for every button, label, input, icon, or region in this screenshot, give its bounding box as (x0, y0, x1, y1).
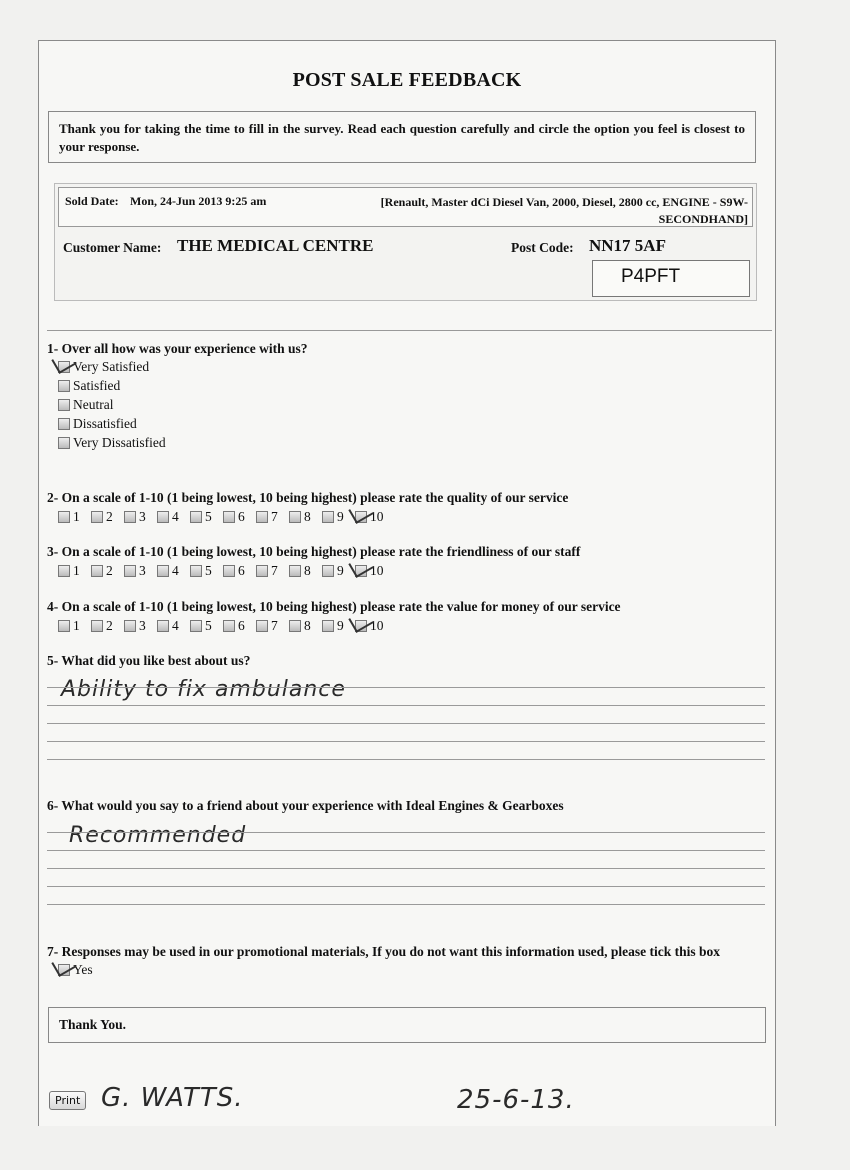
q2-option-label: 7 (271, 509, 278, 524)
q4-scale (58, 618, 388, 634)
question-7: 7- Responses may be used in our promotional materials, If you do not want this information used, please tick this box (47, 944, 721, 959)
answer-line (47, 687, 765, 688)
sold-date-label: Sold Date: (65, 194, 119, 208)
q2-checkbox[interactable] (91, 511, 103, 523)
q3-option-label: 3 (139, 563, 146, 578)
q3-checkbox[interactable] (124, 565, 136, 577)
q4-option-label: 3 (139, 618, 146, 633)
print-button[interactable]: Print (49, 1091, 86, 1110)
q4-option-6[interactable] (223, 618, 256, 634)
q3-checkbox[interactable] (157, 565, 169, 577)
customer-name-value: THE MEDICAL CENTRE (177, 236, 374, 255)
q3-scale (58, 563, 388, 579)
q2-option-label: 1 (73, 509, 80, 524)
q3-option-label: 7 (271, 563, 278, 578)
q2-option-7[interactable] (256, 509, 289, 525)
q4-checkbox[interactable] (157, 620, 169, 632)
answer-line (47, 868, 765, 869)
sale-info-panel (54, 183, 757, 301)
q3-checkbox[interactable] (91, 565, 103, 577)
q4-checkbox[interactable] (190, 620, 202, 632)
customer-name-label: Customer Name: (63, 240, 162, 255)
q3-option-7[interactable] (256, 563, 289, 579)
q2-checkbox[interactable] (289, 511, 301, 523)
question-1: 1- Over all how was your experience with us? (47, 341, 308, 356)
section-divider (47, 330, 772, 331)
q2-option-label: 9 (337, 509, 344, 524)
q4-option-label: 1 (73, 618, 80, 633)
q4-option-label: 4 (172, 618, 179, 633)
q1-option-label: Satisfied (73, 378, 121, 393)
q2-option-label: 10 (370, 509, 384, 524)
q1-option-satisfied[interactable] (58, 378, 120, 394)
q4-checkbox[interactable] (223, 620, 235, 632)
q4-checkbox-selected[interactable] (355, 620, 367, 632)
q3-checkbox[interactable] (223, 565, 235, 577)
page-title: POST SALE FEEDBACK (292, 69, 522, 91)
q1-option-label: Dissatisfied (73, 416, 137, 431)
q1-checkbox-very-satisfied[interactable] (58, 361, 70, 373)
q3-option-5[interactable] (190, 563, 223, 579)
q3-checkbox[interactable] (190, 565, 202, 577)
feedback-form (38, 40, 776, 1126)
q7-option-yes[interactable] (58, 962, 93, 978)
thank-you-box: Thank You. (48, 1007, 766, 1043)
q3-option-4[interactable] (157, 563, 190, 579)
q7-option-label: Yes (73, 962, 93, 977)
q1-option-label: Neutral (73, 397, 114, 412)
answer-line (47, 759, 765, 760)
q3-option-8[interactable] (289, 563, 322, 579)
sold-date-value: Mon, 24-Jun 2013 9:25 am (130, 194, 267, 208)
q2-option-10[interactable] (355, 509, 388, 525)
q2-option-label: 8 (304, 509, 311, 524)
q2-option-3[interactable] (124, 509, 157, 525)
q3-option-label: 8 (304, 563, 311, 578)
vehicle-details-line2: SECONDHAND] (658, 212, 748, 226)
q3-checkbox[interactable] (289, 565, 301, 577)
q4-option-8[interactable] (289, 618, 322, 634)
question-2: 2- On a scale of 1-10 (1 being lowest, 10 being highest) please rate the quality of our service (47, 490, 569, 505)
q4-checkbox[interactable] (289, 620, 301, 632)
q1-checkbox-very-dissatisfied[interactable] (58, 437, 70, 449)
question-4: 4- On a scale of 1-10 (1 being lowest, 10 being highest) please rate the value for money of our service (47, 599, 621, 614)
q2-option-2[interactable] (91, 509, 124, 525)
q3-option-6[interactable] (223, 563, 256, 579)
q4-option-4[interactable] (157, 618, 190, 634)
answer-line (47, 723, 765, 724)
q2-option-label: 6 (238, 509, 245, 524)
q2-option-label: 4 (172, 509, 179, 524)
q2-option-label: 2 (106, 509, 113, 524)
signature: G. WATTS. (101, 1083, 244, 1113)
q4-checkbox[interactable] (124, 620, 136, 632)
q4-option-2[interactable] (91, 618, 124, 634)
q3-option-3[interactable] (124, 563, 157, 579)
q6-handwritten-answer: Recommended (69, 823, 247, 848)
q2-option-8[interactable] (289, 509, 322, 525)
q4-option-1[interactable] (58, 618, 91, 634)
q3-option-1[interactable] (58, 563, 91, 579)
q2-checkbox[interactable] (223, 511, 235, 523)
q4-checkbox[interactable] (91, 620, 103, 632)
post-code-label: Post Code: (511, 240, 574, 255)
intro-text: Thank you for taking the time to fill in the survey. Read each question carefully and circle the option you feel is closest to your response. (48, 111, 756, 163)
q2-checkbox-selected[interactable] (355, 511, 367, 523)
vehicle-details-line1: [Renault, Master dCi Diesel Van, 2000, Diesel, 2800 cc, ENGINE - S9W- (380, 195, 748, 209)
q2-checkbox[interactable] (157, 511, 169, 523)
q2-checkbox[interactable] (124, 511, 136, 523)
answer-line (47, 741, 765, 742)
registration-field[interactable]: P4PFT (592, 260, 750, 297)
q1-checkbox-neutral[interactable] (58, 399, 70, 411)
q4-option-3[interactable] (124, 618, 157, 634)
q2-option-label: 3 (139, 509, 146, 524)
q4-option-10[interactable] (355, 618, 388, 634)
q5-handwritten-answer: Ability to fix ambulance (61, 677, 346, 702)
q1-option-neutral[interactable] (58, 397, 113, 413)
post-code-value: NN17 5AF (589, 236, 666, 255)
q4-option-label: 6 (238, 618, 245, 633)
q3-checkbox[interactable] (256, 565, 268, 577)
q2-checkbox[interactable] (322, 511, 334, 523)
question-3: 3- On a scale of 1-10 (1 being lowest, 10 being highest) please rate the friendliness of our staff (47, 544, 581, 559)
q4-checkbox[interactable] (322, 620, 334, 632)
q1-option-label: Very Satisfied (73, 359, 150, 374)
q3-option-label: 1 (73, 563, 80, 578)
q3-option-2[interactable] (91, 563, 124, 579)
q2-option-5[interactable] (190, 509, 223, 525)
vehicle-details (348, 194, 748, 228)
q3-option-label: 4 (172, 563, 179, 578)
q3-checkbox[interactable] (58, 565, 70, 577)
q1-option-dissatisfied[interactable] (58, 416, 137, 432)
q2-checkbox[interactable] (190, 511, 202, 523)
q3-option-label: 2 (106, 563, 113, 578)
question-6: 6- What would you say to a friend about your experience with Ideal Engines & Gearboxes (47, 798, 564, 813)
q4-option-5[interactable] (190, 618, 223, 634)
sold-date-row (58, 187, 753, 227)
signed-date: 25-6-13. (457, 1085, 575, 1115)
answer-line (47, 832, 765, 833)
answer-line (47, 886, 765, 887)
q4-option-label: 7 (271, 618, 278, 633)
q2-option-4[interactable] (157, 509, 190, 525)
q1-checkbox-dissatisfied[interactable] (58, 418, 70, 430)
q4-option-label: 9 (337, 618, 344, 633)
q7-checkbox-yes[interactable] (58, 964, 70, 976)
q4-option-7[interactable] (256, 618, 289, 634)
answer-line (47, 904, 765, 905)
q2-checkbox[interactable] (58, 511, 70, 523)
q4-option-label: 8 (304, 618, 311, 633)
q3-option-label: 6 (238, 563, 245, 578)
q3-option-10[interactable] (355, 563, 388, 579)
q2-scale (58, 509, 388, 525)
q2-option-1[interactable] (58, 509, 91, 525)
q4-checkbox[interactable] (58, 620, 70, 632)
q2-checkbox[interactable] (256, 511, 268, 523)
q1-checkbox-satisfied[interactable] (58, 380, 70, 392)
answer-line (47, 850, 765, 851)
q4-option-label: 10 (370, 618, 384, 633)
q3-checkbox[interactable] (322, 565, 334, 577)
q1-option-very-satisfied[interactable] (58, 359, 149, 375)
answer-line (47, 705, 765, 706)
q2-option-6[interactable] (223, 509, 256, 525)
question-5: 5- What did you like best about us? (47, 653, 251, 668)
q3-option-label: 9 (337, 563, 344, 578)
q2-option-label: 5 (205, 509, 212, 524)
q4-option-label: 5 (205, 618, 212, 633)
q3-option-label: 5 (205, 563, 212, 578)
q4-option-label: 2 (106, 618, 113, 633)
q4-checkbox[interactable] (256, 620, 268, 632)
q1-option-label: Very Dissatisfied (73, 435, 166, 450)
q3-checkbox-selected[interactable] (355, 565, 367, 577)
q3-option-label: 10 (370, 563, 384, 578)
q1-option-very-dissatisfied[interactable] (58, 435, 166, 451)
